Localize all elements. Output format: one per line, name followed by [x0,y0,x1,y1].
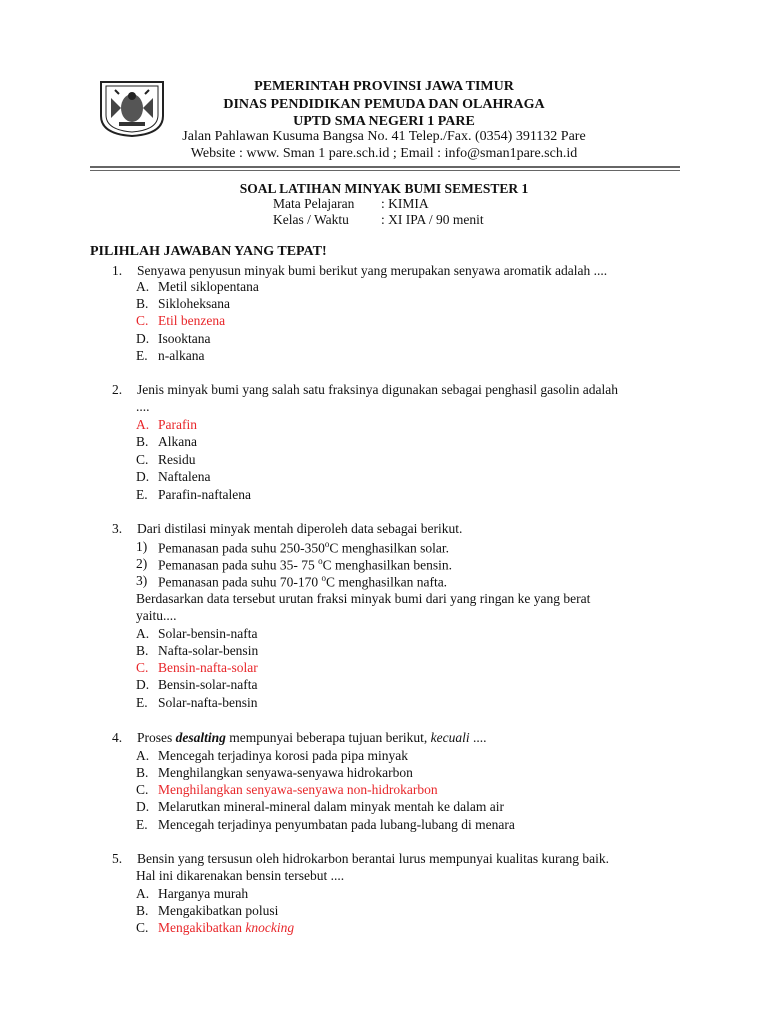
question-text: Jenis minyak bumi yang salah satu fraksinya digunakan sebagai penghasil gasolin adalah [137,382,619,397]
question-3-prompt-end: yaitu.... [136,608,177,623]
question-number: 1. [112,263,123,278]
question-text: Senyawa penyusun minyak bumi berikut yang merupakan senyawa aromatik adalah .... [137,263,608,278]
header-line-1: PEMERINTAH PROVINSI JAWA TIMUR [254,79,514,94]
header-rule-thin [90,170,680,171]
class-value: : XI IPA / 90 menit [381,212,484,227]
subject-label: Mata Pelajaran [273,196,355,211]
header-rule-thick [90,166,680,168]
instruction: PILIHLAH JAWABAN YANG TEPAT! [90,244,327,259]
question-number: 2. [112,382,123,397]
question-text: Dari distilasi minyak mentah diperoleh data sebagai berikut. [137,521,463,536]
question-5-continuation: Hal ini dikarenakan bensin tersebut .... [136,868,345,883]
header-address: Jalan Pahlawan Kusuma Bangsa No. 41 Telep./Fax. (0354) 391132 Pare [182,129,586,144]
question-text: Bensin yang tersusun oleh hidrokarbon berantai lurus mempunyai kualitas kurang baik. [137,851,610,866]
question-text: Proses desalting mempunyai beberapa tujuan berikut, kecuali .... [137,730,487,745]
question-2-continuation: .... [136,399,150,414]
header-line-2: DINAS PENDIDIKAN PEMUDA DAN OLAHRAGA [223,97,545,112]
question-number: 3. [112,521,123,536]
class-label: Kelas / Waktu [273,212,349,227]
exam-title: SOAL LATIHAN MINYAK BUMI SEMESTER 1 [239,181,529,196]
header-website: Website : www. Sman 1 pare.sch.id ; Email : info@sman1pare.sch.id [190,146,578,161]
question-number: 4. [112,730,123,745]
subject-value: : KIMIA [381,196,429,211]
question-number: 5. [112,851,123,866]
header-line-3: UPTD SMA NEGERI 1 PARE [293,114,475,129]
question-3-prompt: Berdasarkan data tersebut urutan fraksi minyak bumi dari yang ringan ke yang berat [136,591,591,606]
